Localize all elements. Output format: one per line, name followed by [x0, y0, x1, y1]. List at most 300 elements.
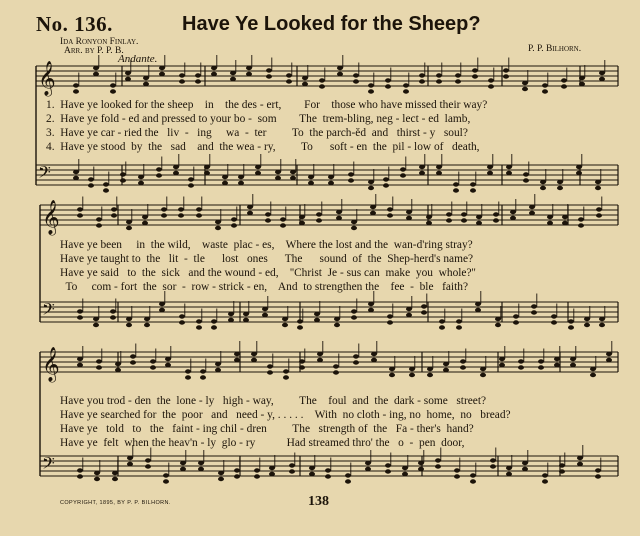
notehead [159, 308, 165, 312]
notehead [156, 167, 162, 171]
notehead [542, 83, 548, 87]
notehead [427, 373, 433, 377]
notehead [138, 175, 144, 179]
notehead [579, 82, 585, 86]
lyric-line: Have ye searched for the poor and need - y, . . . . . With no cloth - ing, no home, no bread? [60, 409, 511, 421]
notehead [365, 461, 371, 465]
notehead [195, 73, 201, 77]
notehead [185, 375, 191, 379]
notehead [247, 205, 253, 209]
notehead [596, 213, 602, 217]
notehead [145, 464, 151, 468]
notehead [480, 367, 486, 371]
notehead [345, 473, 351, 477]
notehead [436, 73, 442, 77]
notehead [547, 215, 553, 219]
notehead [383, 183, 389, 187]
notehead [599, 323, 605, 327]
notehead [93, 66, 99, 70]
notehead [93, 72, 99, 76]
notehead [96, 359, 102, 363]
notehead [228, 312, 234, 316]
notehead [215, 220, 221, 224]
notehead [385, 463, 391, 467]
notehead [111, 213, 117, 217]
notehead [513, 320, 519, 324]
notehead [389, 373, 395, 377]
notehead [333, 370, 339, 374]
notehead [446, 212, 452, 216]
notehead [499, 357, 505, 361]
notehead [351, 220, 357, 224]
notehead [402, 472, 408, 476]
notehead [506, 472, 512, 476]
notehead [490, 464, 496, 468]
notehead [73, 176, 79, 180]
notehead [196, 325, 202, 329]
notehead [218, 477, 224, 481]
notehead [325, 468, 331, 472]
notehead [531, 310, 537, 314]
notehead [409, 373, 415, 377]
notehead [518, 359, 524, 363]
notehead [251, 352, 257, 356]
notehead [196, 213, 202, 217]
notehead [195, 79, 201, 83]
notehead [522, 461, 528, 465]
notehead [138, 181, 144, 185]
arranger-credit: Arr. by P. P. B. [64, 46, 124, 56]
notehead [337, 72, 343, 76]
notehead [523, 172, 529, 176]
notehead [578, 217, 584, 221]
notehead [476, 215, 482, 219]
notehead [403, 83, 409, 87]
notehead [238, 175, 244, 179]
notehead [283, 369, 289, 373]
notehead [159, 72, 165, 76]
notehead [493, 212, 499, 216]
notehead [77, 309, 83, 313]
notehead [426, 215, 432, 219]
notehead [96, 365, 102, 369]
notehead [269, 472, 275, 476]
notehead [406, 313, 412, 317]
notehead [522, 87, 528, 91]
notehead [518, 365, 524, 369]
notehead [178, 213, 184, 217]
notehead [538, 359, 544, 363]
notehead [456, 319, 462, 323]
notehead [254, 474, 260, 478]
notehead [215, 368, 221, 372]
notehead [316, 218, 322, 222]
notehead [371, 358, 377, 362]
notehead [234, 358, 240, 362]
notehead [314, 312, 320, 316]
notehead [595, 474, 601, 478]
notehead [568, 319, 574, 323]
notehead [77, 474, 83, 478]
page-number: 138 [308, 494, 329, 509]
notehead [584, 317, 590, 321]
notehead [389, 367, 395, 371]
notehead [400, 167, 406, 171]
notehead [150, 365, 156, 369]
notehead [319, 84, 325, 88]
notehead [275, 170, 281, 174]
notehead [88, 177, 94, 181]
notehead [495, 317, 501, 321]
notehead [77, 207, 83, 211]
notehead [246, 66, 252, 70]
notehead [443, 362, 449, 366]
notehead [599, 317, 605, 321]
notehead [599, 77, 605, 81]
notehead [165, 363, 171, 367]
notehead [185, 369, 191, 373]
notehead [130, 354, 136, 358]
notehead [348, 178, 354, 182]
notehead [488, 78, 494, 82]
notehead [290, 170, 296, 174]
notehead [436, 171, 442, 175]
notehead [179, 314, 185, 318]
notehead [506, 171, 512, 175]
notehead [387, 207, 393, 211]
notehead [77, 357, 83, 361]
notehead [180, 467, 186, 471]
notehead [317, 358, 323, 362]
notehead [578, 223, 584, 227]
notehead [286, 73, 292, 77]
notehead [368, 89, 374, 93]
lyric-line: 1. Have ye looked for the sheep in the des - ert, For those who have missed their way? [46, 99, 488, 111]
notehead [161, 207, 167, 211]
notehead [480, 373, 486, 377]
notehead [211, 319, 217, 323]
notehead [228, 318, 234, 322]
notehead [453, 188, 459, 192]
notehead [470, 473, 476, 477]
notehead [540, 186, 546, 190]
notehead [297, 319, 303, 323]
notehead [470, 479, 476, 483]
composer-credit: P. P. Bilhorn. [528, 44, 582, 54]
notehead [523, 178, 529, 182]
notehead [439, 325, 445, 329]
notehead [142, 221, 148, 225]
notehead [557, 186, 563, 190]
notehead [368, 308, 374, 312]
notehead [188, 183, 194, 187]
notehead [302, 82, 308, 86]
notehead [230, 77, 236, 81]
notehead [126, 323, 132, 327]
notehead [529, 205, 535, 209]
notehead [286, 79, 292, 83]
notehead [542, 479, 548, 483]
notehead [299, 215, 305, 219]
notehead [568, 325, 574, 329]
notehead [439, 319, 445, 323]
notehead [418, 461, 424, 465]
notehead [204, 171, 210, 175]
notehead [165, 357, 171, 361]
notehead [125, 71, 131, 75]
notehead [522, 81, 528, 85]
notehead [353, 73, 359, 77]
notehead [348, 172, 354, 176]
notehead [475, 308, 481, 312]
notehead [103, 188, 109, 192]
notehead [262, 313, 268, 317]
notehead [559, 463, 565, 467]
notehead [595, 180, 601, 184]
notehead [368, 180, 374, 184]
notehead [460, 359, 466, 363]
notehead [180, 461, 186, 465]
notehead [419, 171, 425, 175]
notehead [120, 178, 126, 182]
notehead [351, 226, 357, 230]
notehead [94, 471, 100, 475]
notehead [215, 362, 221, 366]
notehead [110, 89, 116, 93]
notehead [368, 186, 374, 190]
notehead [308, 181, 314, 185]
lyricist-credit: Ida Ronyon Finlay. [60, 37, 139, 47]
notehead [255, 165, 261, 169]
notehead [143, 76, 149, 80]
notehead [453, 182, 459, 186]
notehead [436, 165, 442, 169]
notehead [282, 317, 288, 321]
notehead [188, 177, 194, 181]
notehead [265, 212, 271, 216]
notehead [178, 207, 184, 211]
notehead [334, 323, 340, 327]
notehead [142, 215, 148, 219]
notehead [328, 181, 334, 185]
notehead [126, 220, 132, 224]
notehead [127, 462, 133, 466]
notehead [334, 317, 340, 321]
notehead [255, 171, 261, 175]
notehead [470, 188, 476, 192]
notehead [254, 468, 260, 472]
notehead [159, 302, 165, 306]
notehead [419, 165, 425, 169]
notehead [110, 83, 116, 87]
notehead [402, 466, 408, 470]
notehead [542, 473, 548, 477]
lyric-line: Have ye felt when the heav'n - ly glo - ry Had streamed thro' the o - pen door, [60, 437, 465, 449]
notehead [77, 213, 83, 217]
copyright-notice: COPYRIGHT, 1895, BY P. P. BILHORN. [60, 500, 171, 506]
notehead [551, 320, 557, 324]
notehead [215, 226, 221, 230]
clef: 𝄞 [42, 200, 60, 235]
notehead [403, 89, 409, 93]
tempo-marking: Andante. [118, 53, 158, 65]
lyric-line: To com - fort the sor - row - strick - en, And to strengthen the fee - ble faith? [60, 281, 468, 293]
notehead [333, 364, 339, 368]
notehead [353, 354, 359, 358]
notehead [503, 74, 509, 78]
notehead [126, 226, 132, 230]
notehead [218, 471, 224, 475]
notehead [577, 462, 583, 466]
notehead [282, 323, 288, 327]
notehead [561, 84, 567, 88]
notehead [269, 466, 275, 470]
notehead [435, 464, 441, 468]
notehead [446, 218, 452, 222]
notehead [456, 325, 462, 329]
notehead [314, 318, 320, 322]
notehead [251, 358, 257, 362]
notehead [325, 474, 331, 478]
notehead [488, 84, 494, 88]
notehead [436, 79, 442, 83]
notehead [163, 479, 169, 483]
notehead [336, 216, 342, 220]
notehead [73, 83, 79, 87]
notehead [554, 357, 560, 361]
notehead [143, 82, 149, 86]
notehead [542, 89, 548, 93]
notehead [470, 182, 476, 186]
notehead [267, 370, 273, 374]
notehead [163, 473, 169, 477]
notehead [418, 467, 424, 471]
notehead [427, 367, 433, 371]
notehead [421, 310, 427, 314]
notehead [370, 205, 376, 209]
lyric-line: 4. Have ye stood by the sad and the wea - ry, To soft - en the pil - low of death, [46, 141, 480, 153]
notehead [73, 89, 79, 93]
notehead [506, 165, 512, 169]
notehead [472, 68, 478, 72]
notehead [562, 215, 568, 219]
notehead [353, 360, 359, 364]
notehead [308, 175, 314, 179]
notehead [231, 223, 237, 227]
notehead [290, 176, 296, 180]
notehead [96, 217, 102, 221]
notehead [319, 78, 325, 82]
notehead [540, 180, 546, 184]
notehead [238, 181, 244, 185]
notehead [93, 323, 99, 327]
notehead [145, 458, 151, 462]
notehead [409, 367, 415, 371]
notehead [487, 171, 493, 175]
notehead [204, 165, 210, 169]
notehead [454, 474, 460, 478]
clef: 𝄞 [42, 347, 60, 382]
notehead [115, 368, 121, 372]
notehead [443, 368, 449, 372]
notehead [283, 375, 289, 379]
notehead [576, 165, 582, 169]
notehead [460, 365, 466, 369]
notehead [455, 79, 461, 83]
notehead [234, 474, 240, 478]
notehead [280, 223, 286, 227]
notehead [559, 469, 565, 473]
notehead [385, 78, 391, 82]
notehead [179, 320, 185, 324]
notehead [510, 216, 516, 220]
notehead [419, 79, 425, 83]
notehead [595, 186, 601, 190]
notehead [111, 207, 117, 211]
notehead [562, 221, 568, 225]
notehead [289, 463, 295, 467]
notehead [309, 466, 315, 470]
notehead [144, 317, 150, 321]
notehead [196, 319, 202, 323]
notehead [385, 84, 391, 88]
notehead [211, 325, 217, 329]
notehead [435, 458, 441, 462]
notehead [198, 467, 204, 471]
notehead [538, 365, 544, 369]
notehead [371, 352, 377, 356]
notehead [506, 466, 512, 470]
notehead [266, 68, 272, 72]
notehead [387, 213, 393, 217]
notehead [127, 456, 133, 460]
notehead [487, 165, 493, 169]
notehead [302, 76, 308, 80]
notehead [161, 213, 167, 217]
notehead [596, 207, 602, 211]
notehead [243, 312, 249, 316]
notehead [510, 210, 516, 214]
clef: 𝄢 [42, 299, 55, 323]
notehead [77, 315, 83, 319]
notehead [266, 74, 272, 78]
lyric-line: 3. Have ye car - ried the liv - ing wa - ter To the parch-ĕd and thirst - y soul? [46, 127, 468, 139]
notehead [144, 323, 150, 327]
notehead [297, 325, 303, 329]
notehead [599, 71, 605, 75]
lyric-line: 2. Have ye fold - ed and pressed to your bo - som The trem-bling, neg - lect - ed lamb, [46, 113, 471, 125]
notehead [77, 468, 83, 472]
notehead [421, 304, 427, 308]
notehead [406, 307, 412, 311]
notehead [211, 72, 217, 76]
notehead [125, 77, 131, 81]
notehead [353, 79, 359, 83]
notehead [368, 83, 374, 87]
notehead [231, 217, 237, 221]
notehead [336, 210, 342, 214]
notehead [590, 367, 596, 371]
notehead [490, 458, 496, 462]
notehead [328, 175, 334, 179]
notehead [387, 320, 393, 324]
clef: 𝄢 [38, 162, 51, 186]
notehead [406, 216, 412, 220]
notehead [503, 68, 509, 72]
notehead [551, 314, 557, 318]
notehead [200, 369, 206, 373]
notehead [77, 363, 83, 367]
